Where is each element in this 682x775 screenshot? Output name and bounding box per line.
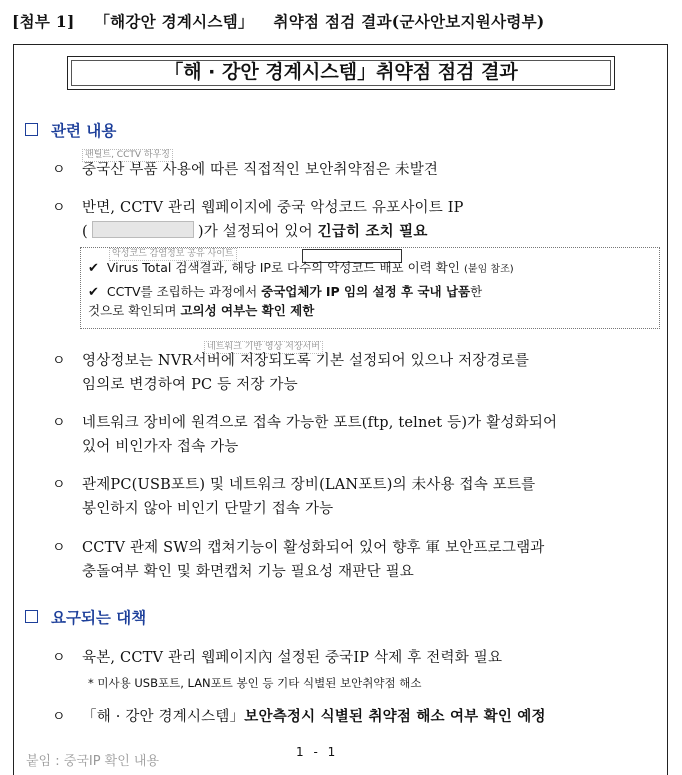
bullet-icon: ㅇ [52, 353, 66, 369]
document-title: 「해 · 강안 경계시스템」취약점 점검 결과 [67, 56, 615, 90]
bullet-icon: ㅇ [52, 477, 66, 493]
section-related [25, 119, 116, 141]
checkbox-square-icon [25, 123, 38, 136]
page-number: 1 - 1 [296, 745, 339, 759]
list-item [52, 158, 666, 182]
redacted-ip [92, 221, 194, 238]
document-header [12, 10, 672, 32]
detail-item-cont: 것으로 확인되며 고의성 여부는 확인 제한 [88, 303, 315, 318]
header-description: 취약점 점검 결과(군사안보지원사령부) [273, 12, 545, 31]
bullet-icon: ㅇ [52, 709, 66, 725]
item-text-line2: ( )가 설정되어 있어 긴급히 조치 필요 [82, 223, 428, 240]
bullet-icon: ㅇ [52, 200, 66, 216]
detail-item: ✔ CCTV를 조립하는 과정에서 중국업체가 IP 임의 설정 후 국내 납품한 [88, 284, 483, 300]
bullet-icon: ㅇ [52, 650, 66, 666]
list-item: ㅇ 관제PC(USB포트) 및 네트워크 장비(LAN포트)의 未사용 접속 포트를 봉인하지 않아 비인기 단말기 접속 가능 [52, 473, 666, 521]
checkmark-icon: ✔ [88, 261, 99, 276]
section-measures [25, 606, 146, 628]
list-item: ㅇ CCTV 관제 SW의 캡쳐기능이 활성화되어 있어 향후 軍 보안프로그램과 충돌여부 확인 및 화면캡처 기능 필요성 재판단 필요 [52, 536, 666, 584]
annotation-malware-site: 악성코드 감염정보 공유 사이트 [109, 248, 237, 261]
attachment-note: 붙임 : 중국IP 확인 내용 [26, 754, 160, 769]
list-item: ㅇ 영상정보는 NVR서버에 저장되도록 기본 설정되어 있으나 저장경로를 임의로 변경하여 PC 등 저장 가능 [52, 349, 666, 397]
checkbox-square-icon [25, 610, 38, 623]
bullet-icon: ㅇ [52, 540, 66, 556]
annotation-pantilt: 팬틸트, CCTV 하우징 [82, 149, 173, 162]
measure-note: * 미사용 USB포트, LAN포트 봉인 등 기타 식별된 보안취약점 해소 [88, 676, 422, 690]
document-frame [13, 44, 668, 775]
header-doc-name: 「해강안 경계시스템」 [94, 12, 254, 31]
list-item: ㅇ 「해 · 강안 경계시스템」보안측정시 식별된 취약점 해소 여부 확인 예정 [52, 705, 666, 729]
bullet-icon: ㅇ [52, 415, 66, 431]
section-measures-label: 요구되는 대책 [51, 609, 147, 627]
annotation-nvr: 네트워크 기반 영상 저장서버 [204, 341, 323, 354]
detail-item: ✔ Virus Total 검색결과, 해당 IP로 다수의 악성코드 배포 이력 확인 (붙임 참조) [88, 260, 514, 276]
bullet-icon: ㅇ [52, 162, 66, 178]
list-item [52, 196, 666, 244]
attachment-label: [첨부 1] [12, 12, 75, 31]
list-item: ㅇ 육본, CCTV 관리 웹페이지內 설정된 중국IP 삭제 후 전력화 필요 [52, 646, 666, 670]
section-related-label: 관련 내용 [51, 122, 117, 140]
item-text: 중국산 부품 사용에 따른 직접적인 보안취약점은 未발견 [82, 162, 439, 178]
item-text-line1: 반면, CCTV 관리 웹페이지에 중국 악성코드 유포사이트 IP [82, 200, 464, 216]
checkmark-icon: ✔ [88, 285, 99, 300]
list-item: ㅇ 네트워크 장비에 원격으로 접속 가능한 포트(ftp, telnet 등)가 활성화되어 있어 비인가자 접속 가능 [52, 411, 666, 459]
